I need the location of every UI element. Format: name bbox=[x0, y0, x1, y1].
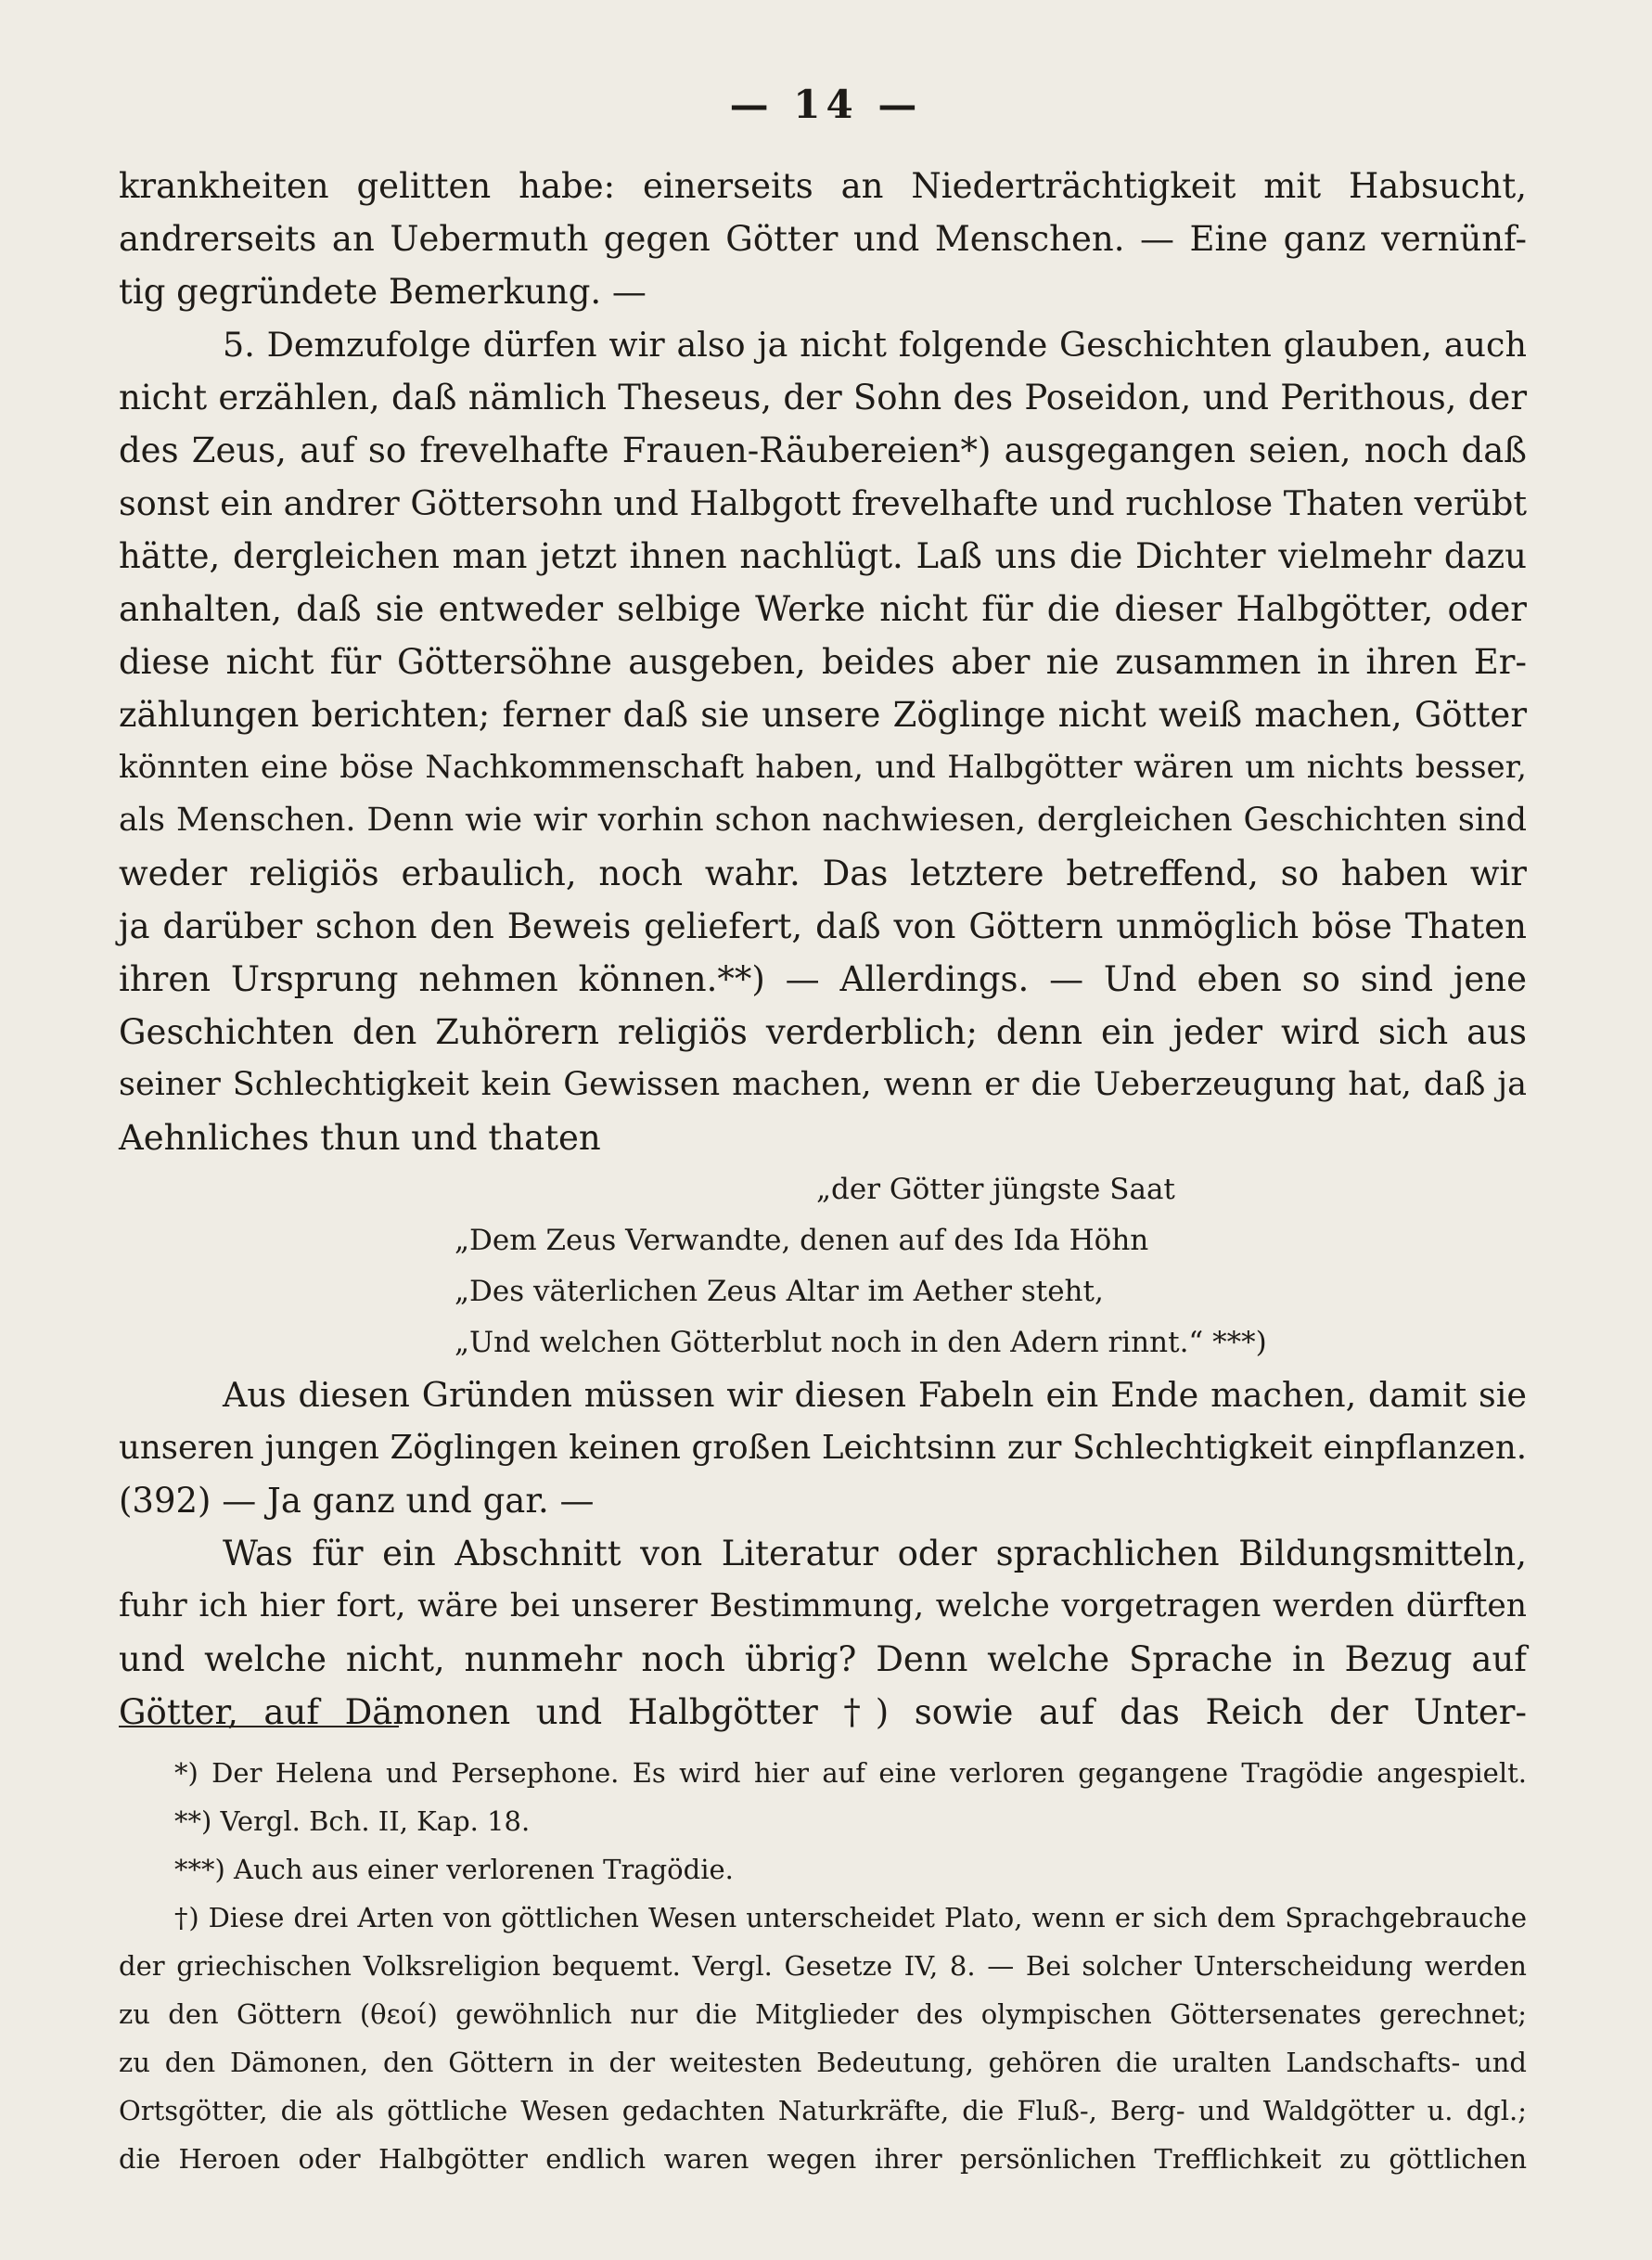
footnote-divider bbox=[119, 1726, 399, 1727]
text-line: nicht erzählen, daß nämlich Theseus, der Sohn des Poseidon, und Perithous, der bbox=[119, 378, 1527, 417]
text-line: Aehnliches thun und thaten bbox=[119, 1118, 601, 1158]
text-line: Geschichten den Zuhörern religiös verderblich; denn ein jeder wird sich aus bbox=[119, 1012, 1527, 1052]
text-line: als Menschen. Denn wie wir vorhin schon nachwiesen, dergleichen Geschichten sind bbox=[119, 802, 1527, 839]
verse-line: „Dem Zeus Verwandte, denen auf des Ida Höhn bbox=[455, 1224, 1149, 1257]
text-line: könnten eine böse Nachkommenschaft haben, und Halbgötter wären um nichts besser, bbox=[119, 749, 1527, 786]
text-line: unseren jungen Zöglingen keinen großen Leichtsinn zur Schlechtigkeit einpflanzen. bbox=[119, 1429, 1527, 1467]
text-line: weder religiös erbaulich, noch wahr. Das letztere betreffend, so haben wir bbox=[119, 854, 1527, 893]
verse-line: „der Götter jüngste Saat bbox=[816, 1173, 1175, 1206]
text-line: (392) — Ja ganz und gar. — bbox=[119, 1481, 595, 1521]
footnote: *) Der Helena und Persephone. Es wird hier auf eine verloren gegangene Tragödie angespielt. bbox=[174, 1757, 1527, 1789]
text-line: andrerseits an Uebermuth gegen Götter und Menschen. — Eine ganz vernünf- bbox=[119, 219, 1527, 259]
text-line: Götter, auf Dämonen und Halbgötter †) sowie auf das Reich der Unter- bbox=[119, 1692, 1527, 1732]
text-line: ja darüber schon den Beweis geliefert, daß von Göttern unmöglich böse Thaten bbox=[119, 906, 1527, 946]
text-line: seiner Schlechtigkeit kein Gewissen machen, wenn er die Ueberzeugung hat, daß ja bbox=[119, 1066, 1527, 1103]
footnote-line: zu den Dämonen, den Göttern in der weitesten Bedeutung, gehören die uralten Landschafts- und bbox=[119, 2047, 1527, 2078]
footnote: **) Vergl. Bch. II, Kap. 18. bbox=[174, 1805, 531, 1837]
text-line: sonst ein andrer Göttersohn und Halbgott frevelhafte und ruchlose Thaten verübt bbox=[119, 483, 1527, 523]
text-line: krankheiten gelitten habe: einerseits an Niederträchtigkeit mit Habsucht, bbox=[119, 166, 1527, 206]
main-text bbox=[119, 160, 1527, 1739]
text-line: des Zeus, auf so frevelhafte Frauen-Räubereien*) ausgegangen seien, noch daß bbox=[119, 430, 1527, 470]
footnote: ***) Auch aus einer verlorenen Tragödie. bbox=[174, 1854, 734, 1885]
text-line: Aus diesen Gründen müssen wir diesen Fabeln ein Ende machen, damit sie bbox=[223, 1375, 1527, 1415]
text-line: und welche nicht, nunmehr noch übrig? Denn welche Sprache in Bezug auf bbox=[119, 1639, 1527, 1679]
footnote-line: die Heroen oder Halbgötter endlich waren wegen ihrer persönlichen Trefflichkeit zu göttlichen bbox=[119, 2143, 1527, 2175]
verse-line: „Und welchen Götterblut noch in den Adern rinnt.“ ***) bbox=[455, 1326, 1267, 1359]
footnote-line: Ortsgötter, die als göttliche Wesen gedachten Naturkräfte, die Fluß-, Berg- und Waldgötter u. dgl.; bbox=[119, 2095, 1527, 2126]
text-line: hätte, dergleichen man jetzt ihnen nachlügt. Laß uns die Dichter vielmehr dazu bbox=[119, 536, 1527, 576]
page-number: — 14 — bbox=[729, 82, 923, 127]
text-line: anhalten, daß sie entweder selbige Werke nicht für die dieser Halbgötter, oder bbox=[119, 589, 1527, 629]
footnotes bbox=[119, 1749, 1527, 2183]
footnote-line: zu den Göttern (θεοί) gewöhnlich nur die Mitglieder des olympischen Göttersenates gerechnet; bbox=[119, 1998, 1527, 2030]
footnote-line: der griechischen Volksreligion bequemt. Vergl. Gesetze IV, 8. — Bei solcher Unterscheidung werden bbox=[119, 1950, 1527, 1982]
text-line: Was für ein Abschnitt von Literatur oder sprachlichen Bildungsmitteln, bbox=[223, 1534, 1527, 1573]
text-line: zählungen berichten; ferner daß sie unsere Zöglinge nicht weiß machen, Götter bbox=[119, 695, 1527, 735]
text-line: fuhr ich hier fort, wäre bei unserer Bestimmung, welche vorgetragen werden dürften bbox=[119, 1587, 1527, 1624]
footnote: †) Diese drei Arten von göttlichen Wesen unterscheidet Plato, wenn er sich dem Sprachgebrauche bbox=[174, 1902, 1527, 1933]
text-line: diese nicht für Göttersöhne ausgeben, beides aber nie zusammen in ihren Er- bbox=[119, 642, 1527, 682]
text-line: tig gegründete Bemerkung. — bbox=[119, 272, 647, 312]
verse-line: „Des väterlichen Zeus Altar im Aether steht, bbox=[455, 1275, 1104, 1308]
text-line: 5. Demzufolge dürfen wir also ja nicht folgende Geschichten glauben, auch bbox=[223, 325, 1527, 365]
text-line: ihren Ursprung nehmen können.**) — Allerdings. — Und eben so sind jene bbox=[119, 959, 1527, 999]
